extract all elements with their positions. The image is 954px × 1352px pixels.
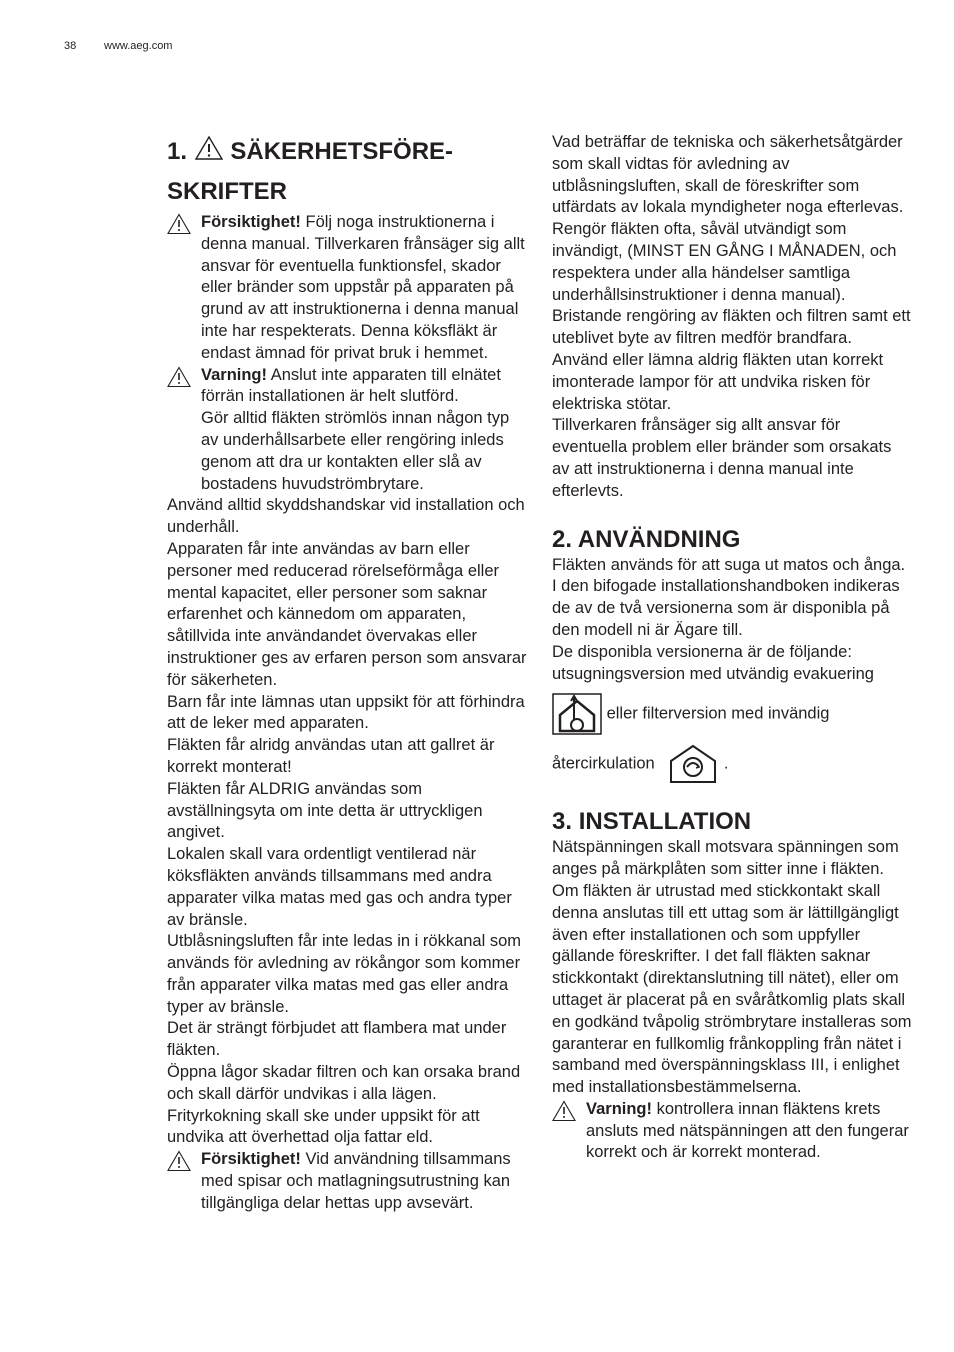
body-paragraph: Fläkten används för att suga ut matos och ånga. I den bifogade installationshandboken indikeras de av de två versionerna som är disponibla på den modell ni är Ägare till.: [552, 555, 906, 639]
body-paragraph: Använd eller lämna aldrig fläkten utan korrekt imonterade lampor för att undvika risken för elektriska stötar.: [552, 350, 884, 413]
recirculation-text: återcirkulation: [552, 754, 655, 773]
recirculation-house-icon: [667, 743, 719, 785]
warning-label: Varning!: [586, 1099, 653, 1118]
right-column: [552, 132, 912, 1164]
section3-title: INSTALLATION: [578, 808, 752, 836]
body-paragraph: Tillverkaren frånsäger sig allt ansvar för eventuella problem eller bränder som orsakats av att instruktionerna i denna manual inte efterlevts.: [552, 416, 892, 500]
body-paragraph: Bristande rengöring av fläkten och filtren samt ett uteblivet byte av filtren medför brandfara.: [552, 307, 911, 348]
section3-heading: [552, 807, 912, 837]
warning-triangle-icon: [194, 135, 224, 161]
warning-triangle-icon: [167, 213, 191, 235]
warning-text: Följ noga instruktionerna i denna manual. Tillverkaren frånsäger sig allt ansvar för eventuella funktionsfel, skador eller bränder som uppstår på apparaten på grund av att instruktionerna i denna manual inte har respekterats. Denna köksfläkt är endast ämnad för privat bruk i hemmet.: [201, 213, 525, 362]
warning-block: [167, 365, 527, 409]
body-paragraph: Öppna lågor skadar filtren och kan orsaka brand och skall därför undvikas i alla lägen.: [167, 1063, 521, 1103]
warning-label: Varning!: [201, 365, 268, 384]
recirculation-period: .: [723, 754, 729, 773]
page-header: [64, 40, 173, 52]
warning-triangle-icon: [167, 366, 191, 388]
body-paragraph: Lokalen skall vara ordentligt ventilerad när köksfläkten används tillsammans med andra apparater vilka matas med gas och andra typer av bränsle.: [167, 845, 512, 929]
extraction-row: [552, 693, 912, 735]
body-paragraph: Frityrkokning skall ske under uppsikt för att undvika att överhettad olja fattar eld.: [167, 1106, 480, 1147]
body-paragraph: De disponibla versionerna är de följande: utsugningsversion med utvändig evakuering: [552, 642, 874, 683]
warning-block: [167, 212, 527, 365]
left-column: [167, 132, 527, 1215]
section1-title-line1: SÄKERHETSFÖRE-: [230, 138, 454, 165]
section2-number: 2.: [552, 525, 573, 553]
warning-text: kontrollera innan fläktens krets ansluts med nätspänningen att den fungerar korrekt och är korrekt monterad.: [586, 1099, 909, 1162]
section2-heading: [552, 525, 912, 555]
body-paragraph: Utblåsningsluften får inte ledas in i rökkanal som används för avledning av rökångor som kommer från apparater vilka matas med gas eller andra typer av bränsle.: [167, 932, 522, 1016]
filter-version-text: eller filterversion med invändig: [606, 704, 830, 723]
body-paragraph: Rengör fläkten ofta, såväl utvändigt som invändigt, (MINST EN GÅNG I MÅNADEN, och respektera under alla händelser samtliga underhållsinstruktioner i denna manual).: [552, 220, 897, 304]
recirculation-row: [552, 743, 912, 785]
body-paragraph: Nätspänningen skall motsvara spänningen som anges på märkplåten som sitter inne i fläkten. Om fläkten är utrustad med stickkontakt skall denna anslutas till ett uttag som är lättillgängligt även efter installationen och som uppfyller gällande föreskrifter. I det fall fläkten saknar stickkontakt (direktanslutning till nätet), eller om uttaget är placerat på en svåråtkomlig plats skall en godkänd tvåpolig strömbrytare installeras som garanterar en fullkomlig frånkoppling från nätet i samband med överspänningsklass III, i enlighet med installationsbestämmelserna.: [552, 838, 912, 1097]
body-paragraph: Fläkten får ALDRIG användas som avställningsyta om inte detta är uttryckligen angivet.: [167, 779, 483, 842]
section1-title-line2: SKRIFTER: [167, 178, 287, 205]
section3-number: 3.: [552, 808, 573, 836]
warning-label: Försiktighet!: [201, 1150, 301, 1169]
page-number: 38: [64, 40, 77, 52]
warning-extra-text: Gör alltid fläkten strömlös innan någon typ av underhållsarbete eller rengöring inleds genom att dra ur kontakten eller slå av bostadens huvudströmbrytare.: [201, 409, 510, 493]
warning-label: Försiktighet!: [201, 213, 301, 231]
warning-triangle-icon: [552, 1100, 576, 1122]
body-paragraph: Fläkten får alridg användas utan att gallret är korrekt monterat!: [167, 736, 495, 776]
warning-block: [167, 1149, 527, 1214]
header-url: www.aeg.com: [104, 40, 173, 52]
body-paragraph: Apparaten får inte användas av barn eller personer med reducerad rörelseförmåga eller mental kapacitet, eller personer som saknar erfarenhet och kännedom om apparaten, såtillvida inte användandet övervakas eller instruktioner ges av erfaren person som ansvarar för säkerheten.: [167, 539, 527, 689]
body-paragraph: Använd alltid skyddshandskar vid installation och underhåll.: [167, 496, 525, 537]
body-paragraph: Vad beträffar de tekniska och säkerhetsåtgärder som skall vidtas för avledning av utblåsningsluften, skall de föreskrifter som utfärdats av lokala myndigheter noga efterlevas.: [552, 133, 904, 217]
warning-text: Anslut inte apparaten till elnätet förrän installationen är helt slutförd.: [201, 365, 501, 406]
body-paragraph: Barn får inte lämnas utan uppsikt för att förhindra att de leker med apparaten.: [167, 692, 525, 733]
section1-number: 1.: [167, 138, 188, 165]
warning-triangle-icon: [167, 1150, 191, 1172]
section1-heading: [167, 132, 527, 212]
warning-block: [552, 1099, 912, 1164]
section2-title: ANVÄNDNING: [577, 525, 741, 553]
body-paragraph: Det är strängt förbjudet att flambera mat under fläkten.: [167, 1019, 507, 1060]
extraction-house-icon: [552, 693, 602, 735]
warning-text: Vid användning tillsammans med spisar och matlagningsutrustning kan tillgängliga delar hettas upp avsevärt.: [201, 1150, 511, 1212]
